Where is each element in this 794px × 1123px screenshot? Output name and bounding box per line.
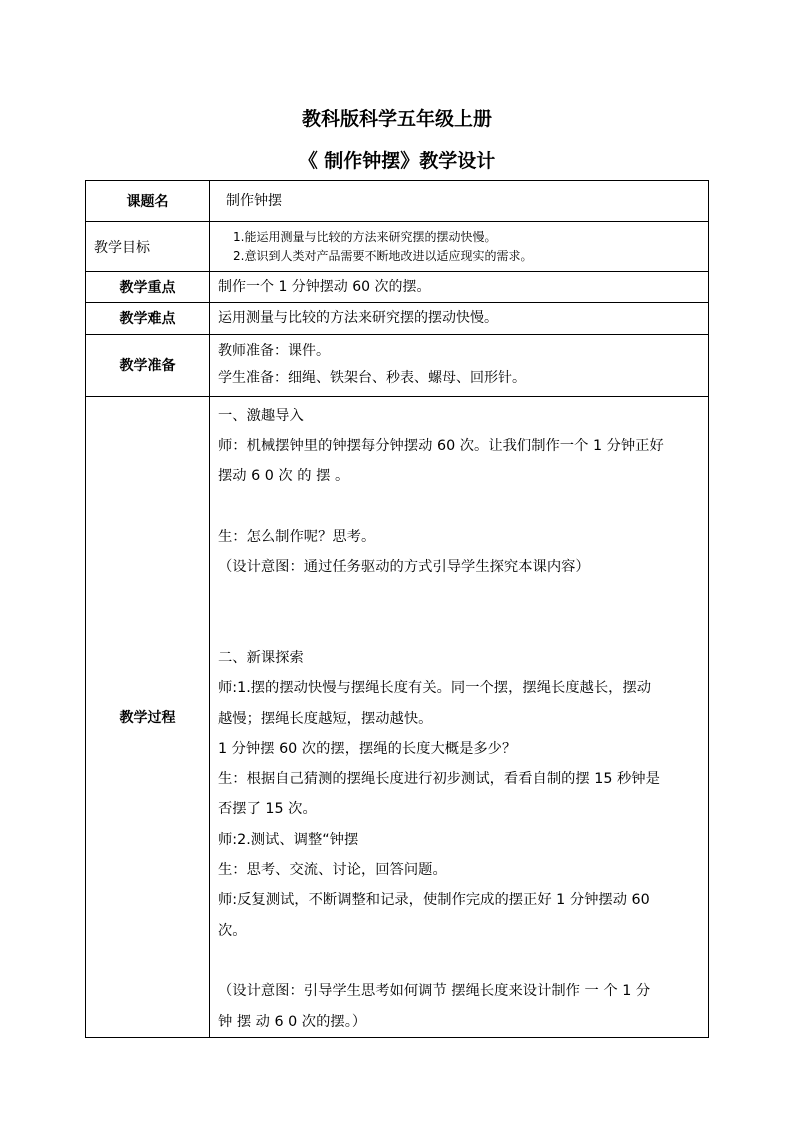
process-line: 师:反复测试，不断调整和记录，使制作完成的摆正好 1 分钟摆动 60 [218, 892, 650, 909]
row-objectives [86, 222, 709, 272]
value-difficulty: 运用测量与比较的方法来研究摆的摆动快慢。 [218, 310, 498, 327]
process-line: 1 分钟摆 60 次的摆，摆绳的长度大概是多少？ [218, 740, 517, 757]
teacher-preparation: 教师准备：课件。 [218, 343, 330, 360]
process-line: 次。 [218, 922, 247, 939]
process-line: 师:1.摆的摆动快慢与摆绳长度有关。同一个摆，摆绳长度越长，摆动 [218, 680, 652, 697]
process-line: 师：机械摆钟里的钟摆每分钟摆动 60 次。让我们制作一个 1 分钟正好 [218, 437, 664, 454]
blank-line [218, 946, 701, 976]
process-line: 越慢；摆绳长度越短，摆动越快。 [218, 710, 433, 727]
process-line: （设计意图：引导学生思考如何调节 摆绳长度来设计制作 一 个 1 分 [218, 983, 651, 1000]
label-topic: 课题名 [86, 181, 210, 222]
process-line: 师:2.测试、调整“钟摆 [218, 831, 359, 848]
objective-item: 1.能运用测量与比较的方法来研究摆的摆动快慢。 [233, 229, 497, 244]
process-line: 钟 摆 动 6 0 次的摆。） [218, 1013, 367, 1030]
process-line: 生：思考、交流、讨论，回答问题。 [218, 862, 447, 879]
value-key-point: 制作一个 1 分钟摆动 60 次的摆。 [218, 279, 431, 295]
label-objectives: 教学目标 [86, 222, 210, 272]
label-key-point: 教学重点 [86, 272, 210, 303]
process-line: 摆动 6 0 次 的 摆 。 [218, 468, 350, 485]
row-process [86, 396, 709, 1037]
student-preparation: 学生准备：细绳、铁架台、秒表、螺母、回形针。 [218, 370, 526, 387]
process-line: 生：根据自己猜测的摆绳长度进行初步测试，看看自制的摆 15 秒钟是 [218, 771, 660, 788]
blank-line [218, 582, 701, 612]
document-title: 教科版科学五年级上册 [301, 108, 492, 130]
process-line: （设计意图：通过任务驱动的方式引导学生探究本课内容） [218, 559, 590, 576]
blank-line [218, 491, 701, 521]
process-line: 生：怎么制作呢？思考。 [218, 528, 376, 545]
label-difficulty: 教学难点 [86, 303, 210, 334]
row-key-point [86, 272, 709, 303]
process-line: 二、新课探索 [218, 649, 304, 666]
label-preparation: 教学准备 [86, 334, 210, 396]
process-line: 否摆了 15 次。 [218, 801, 317, 818]
row-topic [86, 181, 709, 222]
objective-item: 2.意识到人类对产品需要不断地改进以适应现实的需求。 [233, 248, 533, 263]
process-line: 一、激趣导入 [218, 407, 304, 424]
row-difficulty [86, 303, 709, 334]
lesson-plan-table [85, 180, 709, 1038]
process-content [210, 396, 709, 1037]
document-subtitle: 《 制作钟摆》教学设计 [298, 150, 496, 172]
value-topic: 制作钟摆 [226, 192, 282, 209]
row-preparation [86, 334, 709, 396]
blank-line [218, 613, 701, 643]
label-process: 教学过程 [86, 396, 210, 1037]
